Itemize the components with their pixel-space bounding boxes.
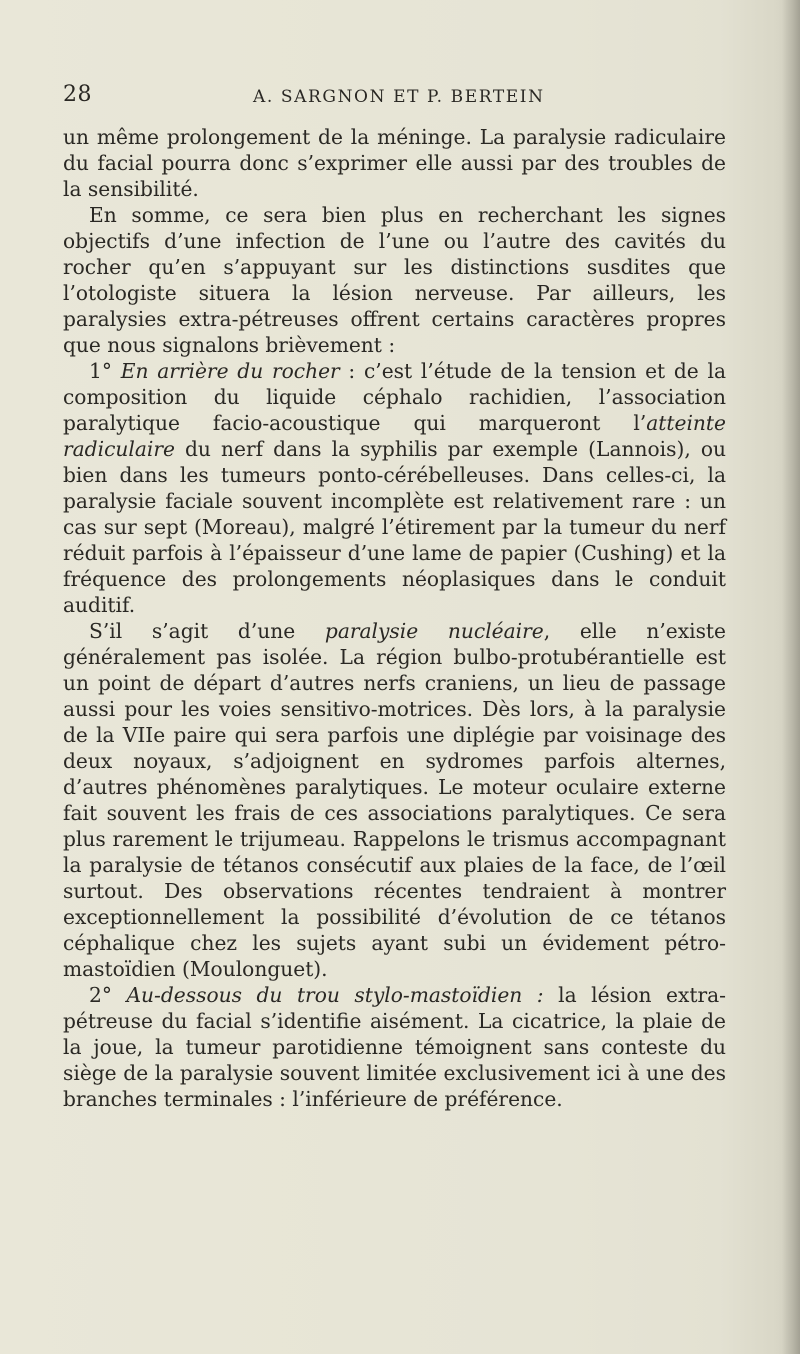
paragraph-3-emphasis: atteinte radiculaire (63, 411, 726, 461)
paragraph-5-heading: Au-dessous du trou stylo-mastoïdien : (126, 983, 544, 1007)
running-head: A. SARGNON ET P. BERTEIN (253, 87, 545, 107)
paragraph-3-heading: En arrière du rocher (120, 359, 340, 383)
paragraph-3-text-b: du nerf dans la syphilis par exemple (Lannois), ou bien dans les tumeurs ponto-cérébelleuses. Dans celles-ci, la paralysie faciale souvent incomplète est relativement rare : un cas sur sept (Moreau), malgré l’étirement par la tumeur du nerf réduit parfois à l’épaisseur d’une lame de papier (Cushing) et la fréquence des prolongements néoplasiques dans le conduit auditif. (63, 437, 726, 617)
paragraph-3-prefix: 1° (89, 359, 121, 383)
body-text (63, 124, 726, 1112)
paragraph-5-text-a: la lésion extra-pétreuse du facial s’identifie aisément. La cicatrice, la plaie de la joue, la tumeur parotidienne témoignent sans conteste du siège de la paralysie souvent limitée exclusivement ici à une des branches terminales : l’inférieure de préférence. (63, 983, 726, 1111)
paragraph-5 (63, 982, 726, 1112)
paragraph-3 (63, 358, 726, 618)
page-header (63, 82, 723, 112)
paragraph-4-text-a: S’il s’agit d’une (89, 619, 325, 643)
paragraph-4-text-b: , elle n’existe généralement pas isolée. La région bulbo-protubérantielle est un point de départ d’autres nerfs craniens, un lieu de passage aussi pour les voies sensitivo-motrices. Dès lors, à la paralysie de la VIIe paire qui sera parfois une diplégie par voisinage des deux noyaux, s’adjoignent en sydromes parfois alternes, d’autres phénomènes paralytiques. Le moteur oculaire externe fait souvent les frais de ces associations paralytiques. Ce sera plus rarement le trijumeau. Rappelons le trismus accompagnant la paralysie de tétanos consécutif aux plaies de la face, de l’œil surtout. Des observations récentes tendraient à montrer exceptionnellement la possibilité d’évolution de ce tétanos céphalique chez les sujets ayant subi un évidement pétro-mastoïdien (Moulonguet). (63, 619, 726, 981)
page-number: 28 (63, 82, 92, 107)
paragraph-2: En somme, ce sera bien plus en recherchant les signes objectifs d’une infection de l’une ou l’autre des cavités du rocher qu’en s’appuyant sur les distinctions susdites que l’otologiste situera la lésion nerveuse. Par ailleurs, les paralysies extra-pétreuses offrent certains caractères propres que nous signalons brièvement : (63, 203, 726, 357)
paragraph-1: un même prolongement de la méninge. La paralysie radiculaire du facial pourra donc s’exprimer elle aussi par des troubles de la sensibilité. (63, 125, 726, 201)
paragraph-3-text-a: : c’est l’étude de la tension et de la composition du liquide céphalo rachidien, l’association paralytique facio-acoustique qui marqueront l’ (63, 359, 726, 435)
page-edge-shadow (782, 0, 800, 1354)
paragraph-5-prefix: 2° (89, 983, 127, 1007)
paragraph-4-emphasis: paralysie nucléaire (324, 619, 544, 643)
paragraph-4 (63, 618, 726, 982)
